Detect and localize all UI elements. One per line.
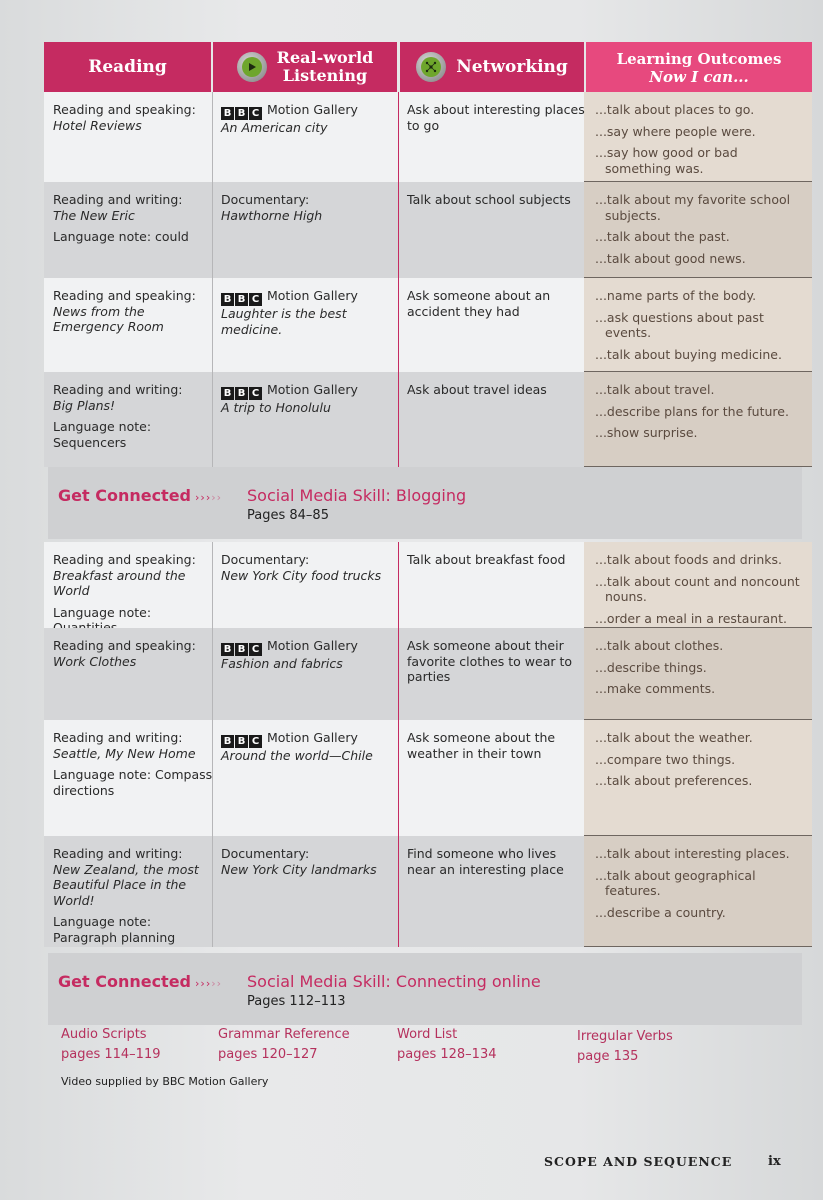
footer-link-title: Irregular Verbs xyxy=(577,1029,673,1044)
footer-link-title: Grammar Reference xyxy=(218,1027,350,1042)
language-note: Language note: Compass directions xyxy=(53,767,213,798)
outcome-item: ...talk about good news. xyxy=(595,250,746,266)
column-divider xyxy=(398,628,399,720)
outcome-item: ...talk about places to go. xyxy=(595,102,755,117)
listening-title: Laughter is the best medicine. xyxy=(221,306,347,337)
outcomes-cell xyxy=(595,542,805,632)
bbc-logo-letter: B xyxy=(221,107,234,120)
bbc-logo-letter: B xyxy=(221,735,234,748)
skill-pages: Pages 112–113 xyxy=(247,994,346,1009)
bbc-logo-letter: B xyxy=(235,735,248,748)
reading-type: Reading and speaking: xyxy=(53,288,196,303)
outcomes-cell xyxy=(595,278,805,368)
reading-type: Reading and speaking: xyxy=(53,102,196,117)
bbc-logo-letter: C xyxy=(249,107,262,120)
outcome-item: ...describe a country. xyxy=(595,904,726,920)
social-media-skill xyxy=(247,486,466,505)
footer-link-pages: page 135 xyxy=(577,1049,639,1064)
outcome-item: ...say how good or bad something was. xyxy=(595,145,738,176)
unit-row xyxy=(44,542,812,628)
column-header-listening-line2: Listening xyxy=(282,66,368,85)
reading-title: New Zealand, the most Beautiful Place in the World! xyxy=(53,861,199,908)
listening-type: Documentary: xyxy=(221,846,310,861)
chevrons-icon: ››››› xyxy=(195,977,223,990)
column-divider xyxy=(212,628,213,720)
listening-cell xyxy=(221,372,396,416)
unit-row xyxy=(44,182,812,278)
footer-link-audio-scripts[interactable] xyxy=(61,1025,161,1065)
listening-type-line xyxy=(221,192,396,208)
listening-type-line xyxy=(221,846,396,862)
outcomes-cell xyxy=(595,372,805,447)
networking-cell: Ask about travel ideas xyxy=(407,382,547,397)
listening-type-line xyxy=(221,730,396,748)
outcome-item: ...compare two things. xyxy=(595,751,736,767)
column-divider xyxy=(398,182,399,278)
bbc-logo-icon xyxy=(221,735,262,748)
footer-link-grammar-reference[interactable] xyxy=(218,1025,350,1065)
listening-title: Fashion and fabrics xyxy=(221,656,343,671)
unit-row xyxy=(44,720,812,836)
listening-type: Motion Gallery xyxy=(267,288,358,303)
listening-title: A trip to Honolulu xyxy=(221,400,331,415)
outcomes-cell xyxy=(595,836,805,926)
row-divider xyxy=(584,946,812,947)
footer-section-title: SCOPE AND SEQUENCE xyxy=(544,1154,733,1169)
unit-row xyxy=(44,372,812,467)
reading-type: Reading and speaking: xyxy=(53,638,196,653)
column-divider xyxy=(398,720,399,836)
get-connected-label: Get Connected xyxy=(58,972,192,991)
column-header-outcomes-line1: Learning Outcomes xyxy=(616,50,782,68)
outcomes-cell xyxy=(595,628,805,703)
outcome-item: ...talk about geographical features. xyxy=(595,867,756,898)
reading-type: Reading and writing: xyxy=(53,846,183,861)
column-divider xyxy=(212,182,213,278)
reading-type: Reading and speaking: xyxy=(53,552,196,567)
networking-cell: Ask someone about an accident they had xyxy=(407,288,551,319)
networking-cell: Ask someone about the weather in their town xyxy=(407,730,556,761)
bbc-logo-letter: B xyxy=(221,643,234,656)
unit-row xyxy=(44,836,812,947)
column-header-networking-label: Networking xyxy=(456,57,568,77)
column-header-listening-line1: Real-world xyxy=(276,48,374,67)
bbc-logo-letter: B xyxy=(221,387,234,400)
outcome-item: ...talk about clothes. xyxy=(595,638,724,653)
column-divider xyxy=(398,836,399,947)
column-header-reading xyxy=(44,42,211,92)
outcome-item: ...describe plans for the future. xyxy=(595,403,789,419)
bbc-logo-icon xyxy=(221,293,262,306)
outcomes-cell xyxy=(595,182,805,272)
column-divider xyxy=(398,372,399,467)
column-header-listening xyxy=(213,42,397,92)
language-note: Language note: xyxy=(53,604,152,620)
unit-row xyxy=(44,278,812,372)
outcome-item: ...talk about foods and drinks. xyxy=(595,552,783,567)
outcome-item: ...talk about interesting places. xyxy=(595,846,790,861)
listening-type: Motion Gallery xyxy=(267,382,358,397)
outcome-item: ...ask questions about past events. xyxy=(595,309,764,340)
column-divider xyxy=(398,92,399,182)
reading-title: News from the Emergency Room xyxy=(53,303,164,334)
column-header-reading-label: Reading xyxy=(88,57,167,77)
bbc-logo-letter: B xyxy=(221,293,234,306)
column-divider xyxy=(212,92,213,182)
reading-cell xyxy=(53,372,213,450)
outcome-item: ...order a meal in a restaurant. xyxy=(595,610,787,626)
page-number: ix xyxy=(768,1154,781,1169)
column-header-networking xyxy=(400,42,584,92)
outcome-item: ...talk about preferences. xyxy=(595,773,753,788)
outcome-item: ...describe things. xyxy=(595,659,707,675)
listening-type-line xyxy=(221,288,396,306)
bbc-logo-letter: C xyxy=(249,293,262,306)
bbc-logo-icon xyxy=(221,643,262,656)
skill-pages: Pages 84–85 xyxy=(247,508,329,523)
bbc-logo-letter: B xyxy=(235,293,248,306)
reading-title: Big Plans! xyxy=(53,397,116,413)
reading-cell xyxy=(53,542,213,636)
footer-link-pages: pages 120–127 xyxy=(218,1047,318,1062)
listening-type: Motion Gallery xyxy=(267,638,358,653)
outcome-item: ...talk about travel. xyxy=(595,382,715,397)
reading-title: The New Eric xyxy=(53,207,135,223)
networking-cell: Find someone who lives near an interesting place xyxy=(407,846,564,877)
column-divider xyxy=(398,542,399,628)
footer-link-pages: pages 128–134 xyxy=(397,1047,497,1062)
listening-cell xyxy=(221,182,396,223)
reading-title: Seattle, My New Home xyxy=(53,745,196,761)
network-icon xyxy=(416,52,446,82)
listening-type-line xyxy=(221,382,396,400)
bbc-logo-letter: B xyxy=(235,387,248,400)
language-note: Language note: could xyxy=(53,229,189,244)
reading-cell xyxy=(53,720,213,798)
skill-name: Connecting online xyxy=(395,972,541,991)
unit-row xyxy=(44,628,812,720)
networking-cell: Talk about school subjects xyxy=(407,192,571,207)
bbc-logo-letter: C xyxy=(249,387,262,400)
video-credit: Video supplied by BBC Motion Gallery xyxy=(61,1075,269,1088)
listening-cell xyxy=(221,720,396,764)
column-header-outcomes-line2: Now I can... xyxy=(649,68,749,86)
listening-cell xyxy=(221,278,396,337)
footer-link-title: Word List xyxy=(397,1027,458,1042)
reading-cell xyxy=(53,628,213,669)
outcome-item: ...name parts of the body. xyxy=(595,288,757,303)
listening-type-line xyxy=(221,102,396,120)
listening-cell xyxy=(221,92,396,136)
outcome-item: ...talk about the past. xyxy=(595,229,730,244)
column-divider xyxy=(212,372,213,467)
bbc-logo-letter: C xyxy=(249,643,262,656)
listening-type: Documentary: xyxy=(221,192,310,207)
reading-type: Reading and writing: xyxy=(53,192,183,207)
listening-type: Motion Gallery xyxy=(267,102,358,117)
column-divider xyxy=(212,278,213,372)
listening-type: Documentary: xyxy=(221,552,310,567)
listening-type-line xyxy=(221,638,396,656)
outcome-item: ...show surprise. xyxy=(595,425,698,440)
get-connected-title xyxy=(58,486,222,505)
skill-label: Social Media Skill: xyxy=(247,486,391,505)
networking-cell: Ask about interesting places to go xyxy=(407,102,585,133)
outcome-item: ...talk about the weather. xyxy=(595,730,753,745)
networking-cell: Talk about breakfast food xyxy=(407,552,566,567)
reading-cell xyxy=(53,92,213,133)
listening-cell xyxy=(221,628,396,672)
chevrons-icon: ››››› xyxy=(195,491,223,504)
reading-title: Hotel Reviews xyxy=(53,117,142,133)
listening-type-line xyxy=(221,552,396,568)
bbc-logo-icon xyxy=(221,387,262,400)
outcomes-cell xyxy=(595,720,805,795)
outcome-item: ...talk about buying medicine. xyxy=(595,346,782,362)
listening-title: Around the world—Chile xyxy=(221,748,373,763)
skill-name: Blogging xyxy=(395,486,467,505)
get-connected-band-1 xyxy=(48,467,802,539)
listening-cell xyxy=(221,542,396,583)
language-note: Language note: Paragraph planning xyxy=(53,914,176,945)
social-media-skill xyxy=(247,972,541,991)
column-divider xyxy=(398,278,399,372)
reading-cell xyxy=(53,182,213,245)
get-connected-label: Get Connected xyxy=(58,486,192,505)
listening-title: Hawthorne High xyxy=(221,207,323,223)
unit-row xyxy=(44,92,812,182)
play-icon xyxy=(237,52,267,82)
bbc-logo-icon xyxy=(221,107,262,120)
bbc-logo-letter: B xyxy=(235,107,248,120)
networking-cell: Ask someone about their favorite clothes to wear to parties xyxy=(407,638,573,684)
listening-type: Motion Gallery xyxy=(267,730,358,745)
reading-cell xyxy=(53,278,213,335)
column-divider xyxy=(212,542,213,628)
footer-link-irregular-verbs[interactable] xyxy=(577,1027,673,1067)
footer-link-pages: pages 114–119 xyxy=(61,1047,161,1062)
outcomes-cell xyxy=(595,92,805,182)
get-connected-title xyxy=(58,972,222,991)
outcome-item: ...talk about my favorite school subjects. xyxy=(595,192,791,223)
listening-title: New York City landmarks xyxy=(221,861,377,877)
reading-title: Work Clothes xyxy=(53,653,137,669)
outcome-item: ...talk about count and noncount nouns. xyxy=(595,573,800,604)
footer-link-title: Audio Scripts xyxy=(61,1027,147,1042)
listening-title: An American city xyxy=(221,120,328,135)
reading-type: Reading and writing: xyxy=(53,382,183,397)
bbc-logo-letter: B xyxy=(235,643,248,656)
reading-type: Reading and writing: xyxy=(53,730,183,745)
language-note: Language note: Sequencers xyxy=(53,419,152,450)
column-header-outcomes xyxy=(586,42,812,94)
outcome-item: ...say where people were. xyxy=(595,123,756,139)
get-connected-band-2 xyxy=(48,953,802,1025)
bbc-logo-letter: C xyxy=(249,735,262,748)
column-divider xyxy=(212,836,213,947)
listening-cell xyxy=(221,836,396,877)
listening-title: New York City food trucks xyxy=(221,567,382,583)
skill-label: Social Media Skill: xyxy=(247,972,391,991)
footer-link-word-list[interactable] xyxy=(397,1025,497,1065)
reading-cell xyxy=(53,836,213,945)
outcome-item: ...make comments. xyxy=(595,681,716,696)
column-divider xyxy=(212,720,213,836)
reading-title: Breakfast around the World xyxy=(53,567,186,598)
